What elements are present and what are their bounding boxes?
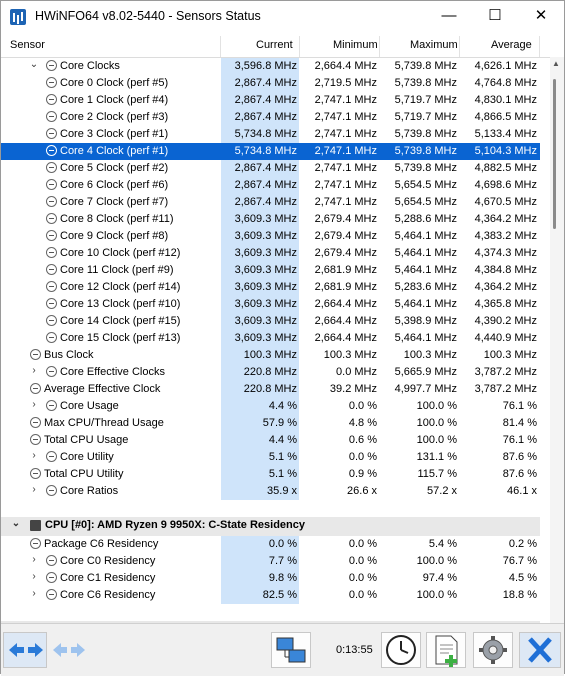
maximum-value: 97.4 % — [422, 572, 457, 584]
sensor-row[interactable] — [1, 211, 540, 228]
sensor-row[interactable] — [1, 330, 540, 347]
current-value: 2,867.4 MHz — [234, 196, 297, 208]
average-value: 4,440.9 MHz — [474, 332, 537, 344]
sensor-row[interactable] — [1, 587, 540, 604]
minimum-value: 100.3 MHz — [323, 349, 377, 361]
sensor-minus-icon — [46, 247, 57, 258]
sensor-minus-icon — [46, 366, 57, 377]
sensor-minus-icon — [46, 451, 57, 462]
sensor-row[interactable] — [1, 228, 540, 245]
minimum-value: 2,664.4 MHz — [314, 315, 377, 327]
current-value: 57.9 % — [262, 417, 297, 429]
current-value: 5,734.8 MHz — [234, 128, 297, 140]
expand-chevron-icon[interactable]: › — [32, 365, 36, 376]
minimum-value: 2,747.1 MHz — [314, 94, 377, 106]
minimum-value: 2,747.1 MHz — [314, 179, 377, 191]
minimum-value: 2,681.9 MHz — [314, 281, 377, 293]
minimum-value: 0.0 % — [348, 538, 377, 550]
maximum-value: 5,283.6 MHz — [394, 281, 457, 293]
current-value: 100.3 MHz — [243, 349, 297, 361]
average-value: 18.8 % — [502, 589, 537, 601]
sensor-minus-icon — [46, 315, 57, 326]
average-value: 81.4 % — [502, 417, 537, 429]
sensor-label: Core 8 Clock (perf #11) — [60, 213, 174, 225]
sensor-row[interactable] — [1, 143, 540, 160]
sensor-minus-icon — [30, 383, 41, 394]
sensor-minus-icon — [46, 179, 57, 190]
sensor-row[interactable] — [1, 483, 540, 500]
average-value: 4,764.8 MHz — [474, 77, 537, 89]
sensor-minus-icon — [46, 77, 57, 88]
sensor-label: Bus Clock — [44, 349, 94, 361]
expand-chevron-icon[interactable]: › — [32, 571, 36, 582]
sensor-row[interactable] — [1, 313, 540, 330]
maximum-value: 100.0 % — [416, 589, 457, 601]
collapse-chevron-icon[interactable]: ⌄ — [29, 59, 39, 70]
sensor-row[interactable] — [1, 279, 540, 296]
average-value: 4,390.2 MHz — [474, 315, 537, 327]
average-value: 46.1 x — [507, 485, 537, 497]
column-current[interactable]: Current — [256, 39, 293, 51]
close-sensors-button[interactable] — [519, 632, 561, 668]
sensor-row[interactable] — [1, 364, 540, 381]
sensor-minus-icon — [46, 94, 57, 105]
sensor-minus-icon — [46, 145, 57, 156]
sensor-row[interactable] — [1, 570, 540, 587]
current-value: 9.8 % — [268, 572, 297, 584]
sensor-minus-icon — [46, 298, 57, 309]
sensor-minus-icon — [46, 213, 57, 224]
sensor-minus-icon — [46, 264, 57, 275]
sensor-row[interactable] — [1, 194, 540, 211]
sensor-minus-icon — [46, 128, 57, 139]
current-value: 3,609.3 MHz — [234, 298, 297, 310]
average-value: 4,374.3 MHz — [474, 247, 537, 259]
current-value: 220.8 MHz — [243, 366, 297, 378]
maximum-value: 131.1 % — [416, 451, 457, 463]
current-value: 3,609.3 MHz — [234, 332, 297, 344]
sensor-label: Core Utility — [60, 451, 114, 463]
current-value: 4.4 % — [268, 434, 297, 446]
maximum-value: 115.7 % — [417, 468, 457, 480]
sensor-row[interactable] — [1, 398, 540, 415]
minimum-value: 2,747.1 MHz — [314, 162, 377, 174]
average-value: 4,670.5 MHz — [474, 196, 537, 208]
minimum-value: 2,664.4 MHz — [314, 298, 377, 310]
minimum-value: 26.6 x — [347, 485, 377, 497]
document-add-icon — [427, 633, 465, 667]
current-value: 35.9 x — [267, 485, 297, 497]
nav-arrows-button[interactable] — [3, 632, 47, 668]
cpu-chip-icon — [30, 520, 41, 531]
minimum-value: 0.9 % — [348, 468, 377, 480]
close-window-button[interactable]: ✕ — [534, 7, 548, 24]
maximum-value: 5,464.1 MHz — [394, 332, 457, 344]
sensor-row[interactable] — [1, 245, 540, 262]
column-maximum[interactable]: Maximum — [410, 39, 458, 51]
minimum-value: 4.8 % — [348, 417, 377, 429]
sensor-row[interactable] — [1, 126, 540, 143]
sensor-label: Core 3 Clock (perf #1) — [60, 128, 169, 140]
sensor-row[interactable] — [1, 75, 540, 92]
maximum-value: 5,288.6 MHz — [394, 213, 457, 225]
clock-icon — [382, 633, 420, 667]
sensor-row[interactable] — [1, 381, 540, 398]
double-arrow-icon — [4, 633, 48, 667]
maximize-button[interactable]: ☐ — [488, 7, 502, 24]
average-value: 4,866.5 MHz — [474, 111, 537, 123]
average-value: 4,626.1 MHz — [474, 60, 537, 72]
sensor-label: Core 10 Clock (perf #12) — [60, 247, 181, 259]
sensor-row[interactable] — [1, 553, 540, 570]
maximum-value: 5,464.1 MHz — [394, 298, 457, 310]
average-value: 3,787.2 MHz — [474, 383, 537, 395]
sensor-row[interactable] — [1, 296, 540, 313]
maximum-value: 5,654.5 MHz — [394, 179, 457, 191]
average-value: 4.5 % — [508, 572, 537, 584]
maximum-value: 100.0 % — [416, 417, 457, 429]
maximum-value: 5,654.5 MHz — [394, 196, 457, 208]
average-value: 76.1 % — [502, 434, 537, 446]
sensor-row[interactable] — [1, 415, 540, 432]
double-arrow-faded-icon — [49, 633, 89, 667]
maximum-value: 5,739.8 MHz — [394, 60, 457, 72]
minimum-value: 0.0 % — [348, 572, 377, 584]
minimum-value: 0.0 % — [348, 451, 377, 463]
maximum-value: 100.0 % — [416, 400, 457, 412]
collapse-chevron-icon[interactable]: ⌄ — [11, 518, 21, 529]
average-value: 5,104.3 MHz — [474, 145, 537, 157]
window-title: HWiNFO64 v8.02-5440 - Sensors Status — [35, 9, 261, 23]
close-icon — [520, 633, 560, 667]
current-value: 7.7 % — [268, 555, 297, 567]
average-value: 0.2 % — [508, 538, 537, 550]
minimum-value: 0.0 % — [348, 400, 377, 412]
maximum-value: 5,464.1 MHz — [394, 230, 457, 242]
sensor-minus-icon — [30, 434, 41, 445]
sensor-minus-icon — [46, 281, 57, 292]
maximum-value: 5,739.8 MHz — [394, 128, 457, 140]
sensor-label: Core 0 Clock (perf #5) — [60, 77, 169, 89]
sensor-label: Core 14 Clock (perf #15) — [60, 315, 181, 327]
average-value: 4,364.2 MHz — [474, 213, 537, 225]
sensor-minus-icon — [30, 538, 41, 549]
current-value: 2,867.4 MHz — [234, 111, 297, 123]
column-average[interactable]: Average — [491, 39, 532, 51]
sensor-group-row[interactable] — [1, 517, 540, 536]
sensor-label: Core 5 Clock (perf #2) — [60, 162, 169, 174]
sensor-minus-icon — [30, 417, 41, 428]
minimum-value: 2,679.4 MHz — [314, 230, 377, 242]
sensor-minus-icon — [46, 230, 57, 241]
current-value: 3,609.3 MHz — [234, 264, 297, 276]
sensor-label: Package C6 Residency — [44, 538, 159, 550]
sensor-label: Max CPU/Thread Usage — [44, 417, 164, 429]
sensor-minus-icon — [46, 485, 57, 496]
sensor-row[interactable] — [1, 449, 540, 466]
minimum-value: 2,679.4 MHz — [314, 247, 377, 259]
average-value: 4,882.5 MHz — [474, 162, 537, 174]
sensor-minus-icon — [30, 468, 41, 479]
average-value: 4,364.2 MHz — [474, 281, 537, 293]
minimum-value: 2,664.4 MHz — [314, 60, 377, 72]
sensor-minus-icon — [46, 196, 57, 207]
average-value: 100.3 MHz — [483, 349, 537, 361]
sensor-label: Total CPU Usage — [44, 434, 129, 446]
maximum-value: 5.4 % — [428, 538, 457, 550]
sensor-label: Core 15 Clock (perf #13) — [60, 332, 181, 344]
minimum-value: 2,747.1 MHz — [314, 128, 377, 140]
sensor-minus-icon — [46, 162, 57, 173]
current-value: 3,609.3 MHz — [234, 213, 297, 225]
sensor-minus-icon — [30, 349, 41, 360]
average-value: 4,384.8 MHz — [474, 264, 537, 276]
sensor-minus-icon — [46, 60, 57, 71]
expand-chevron-icon[interactable]: › — [32, 484, 36, 495]
maximum-value: 5,739.8 MHz — [394, 77, 457, 89]
maximum-value: 100.0 % — [416, 434, 457, 446]
sensor-row[interactable] — [1, 347, 540, 364]
current-value: 2,867.4 MHz — [234, 179, 297, 191]
sensor-grid — [1, 58, 540, 624]
current-value: 3,609.3 MHz — [234, 230, 297, 242]
maximum-value: 5,739.8 MHz — [394, 162, 457, 174]
sensor-label: CPU [#0]: AMD Ryzen 9 9950X: C-State Residency — [45, 519, 306, 531]
network-button[interactable] — [271, 632, 311, 668]
spacer-row — [1, 604, 540, 621]
current-value: 82.5 % — [262, 589, 297, 601]
current-value: 5.1 % — [268, 451, 297, 463]
sensor-label: Core 2 Clock (perf #3) — [60, 111, 169, 123]
clock-reset-button[interactable] — [381, 632, 421, 668]
vertical-scrollbar[interactable]: ▲ — [550, 57, 564, 623]
sensor-label: Core 7 Clock (perf #7) — [60, 196, 169, 208]
average-value: 87.6 % — [502, 468, 537, 480]
sensor-label: Core C1 Residency — [60, 572, 156, 584]
current-value: 4.4 % — [268, 400, 297, 412]
maximum-value: 5,719.7 MHz — [394, 94, 457, 106]
sensor-label: Core 1 Clock (perf #4) — [60, 94, 169, 106]
expand-chevron-icon[interactable]: › — [32, 554, 36, 565]
maximum-value: 5,464.1 MHz — [394, 264, 457, 276]
column-header — [1, 36, 550, 58]
sensor-label: Core 13 Clock (perf #10) — [60, 298, 181, 310]
average-value: 4,698.6 MHz — [474, 179, 537, 191]
sensor-row[interactable] — [1, 432, 540, 449]
sensor-label: Core 12 Clock (perf #14) — [60, 281, 181, 293]
current-value: 0.0 % — [268, 538, 297, 550]
minimum-value: 0.0 % — [348, 589, 377, 601]
title-bar[interactable] — [1, 1, 564, 33]
maximum-value: 57.2 x — [427, 485, 457, 497]
minimum-value: 0.0 MHz — [336, 366, 377, 378]
sensor-row[interactable] — [1, 536, 540, 553]
average-value: 87.6 % — [502, 451, 537, 463]
average-value: 76.7 % — [502, 555, 537, 567]
average-value: 76.1 % — [502, 400, 537, 412]
current-value: 5.1 % — [268, 468, 297, 480]
maximum-value: 5,398.9 MHz — [394, 315, 457, 327]
sensor-minus-icon — [46, 589, 57, 600]
sensor-minus-icon — [46, 555, 57, 566]
minimum-value: 2,681.9 MHz — [314, 264, 377, 276]
maximum-value: 100.0 % — [416, 555, 457, 567]
average-value: 4,383.2 MHz — [474, 230, 537, 242]
sensor-row[interactable] — [1, 160, 540, 177]
sensor-row[interactable] — [1, 109, 540, 126]
spacer-row — [1, 500, 540, 517]
maximum-value: 100.3 MHz — [403, 349, 457, 361]
sensor-row[interactable] — [1, 262, 540, 279]
minimum-value: 2,747.1 MHz — [314, 111, 377, 123]
current-value: 3,609.3 MHz — [234, 247, 297, 259]
average-value: 5,133.4 MHz — [474, 128, 537, 140]
maximum-value: 4,997.7 MHz — [394, 383, 457, 395]
sensor-label: Core Clocks — [60, 60, 120, 72]
column-sensor[interactable]: Sensor — [10, 39, 45, 51]
maximum-value: 5,719.7 MHz — [394, 111, 457, 123]
sensor-row[interactable] — [1, 466, 540, 483]
maximum-value: 5,665.9 MHz — [394, 366, 457, 378]
gear-icon — [474, 633, 512, 667]
average-value: 4,830.1 MHz — [474, 94, 537, 106]
sensor-minus-icon — [46, 572, 57, 583]
expand-chevron-icon[interactable]: › — [32, 450, 36, 461]
current-value: 3,609.3 MHz — [234, 281, 297, 293]
sensor-label: Core C6 Residency — [60, 589, 156, 601]
sensor-minus-icon — [46, 400, 57, 411]
sensor-minus-icon — [46, 111, 57, 122]
minimum-value: 39.2 MHz — [329, 383, 377, 395]
sensor-label: Core 4 Clock (perf #1) — [60, 145, 169, 157]
average-value: 4,365.8 MHz — [474, 298, 537, 310]
sensor-label: Core 9 Clock (perf #8) — [60, 230, 169, 242]
sensor-row[interactable] — [1, 92, 540, 109]
elapsed-timer: 0:13:55 — [336, 644, 373, 656]
current-value: 2,867.4 MHz — [234, 77, 297, 89]
scrollbar-thumb[interactable] — [553, 79, 556, 229]
minimum-value: 2,747.1 MHz — [314, 196, 377, 208]
expand-chevron-icon[interactable]: › — [32, 588, 36, 599]
current-value: 220.8 MHz — [243, 383, 297, 395]
sensor-label: Core Usage — [60, 400, 119, 412]
maximum-value: 5,739.8 MHz — [394, 145, 457, 157]
minimum-value: 2,719.5 MHz — [314, 77, 377, 89]
minimum-value: 2,664.4 MHz — [314, 332, 377, 344]
current-value: 3,596.8 MHz — [234, 60, 297, 72]
sensor-label: Core 6 Clock (perf #6) — [60, 179, 169, 191]
maximum-value: 5,464.1 MHz — [394, 247, 457, 259]
settings-button[interactable] — [473, 632, 513, 668]
sensor-label: Core Effective Clocks — [60, 366, 165, 378]
sensor-label: Core C0 Residency — [60, 555, 156, 567]
sensor-minus-icon — [46, 332, 57, 343]
sensor-label: Core 11 Clock (perf #9) — [60, 264, 174, 276]
expand-chevron-icon[interactable]: › — [32, 399, 36, 410]
current-value: 5,734.8 MHz — [234, 145, 297, 157]
sensor-row[interactable] — [1, 58, 540, 75]
minimum-value: 2,679.4 MHz — [314, 213, 377, 225]
minimum-value: 0.6 % — [348, 434, 377, 446]
minimum-value: 2,747.1 MHz — [314, 145, 377, 157]
network-computers-icon — [272, 633, 310, 667]
current-value: 2,867.4 MHz — [234, 162, 297, 174]
nav-arrows-secondary-button[interactable] — [48, 632, 88, 668]
sensor-label: Average Effective Clock — [44, 383, 161, 395]
minimize-button[interactable]: — — [441, 7, 457, 24]
logging-button[interactable] — [426, 632, 466, 668]
sensor-label: Core Ratios — [60, 485, 119, 497]
column-minimum[interactable]: Minimum — [333, 39, 378, 51]
current-value: 2,867.4 MHz — [234, 94, 297, 106]
sensor-row[interactable] — [1, 177, 540, 194]
hwinfo-app-icon — [10, 9, 26, 25]
minimum-value: 0.0 % — [348, 555, 377, 567]
average-value: 3,787.2 MHz — [474, 366, 537, 378]
sensor-label: Total CPU Utility — [44, 468, 124, 480]
bottom-toolbar — [1, 623, 564, 676]
current-value: 3,609.3 MHz — [234, 315, 297, 327]
